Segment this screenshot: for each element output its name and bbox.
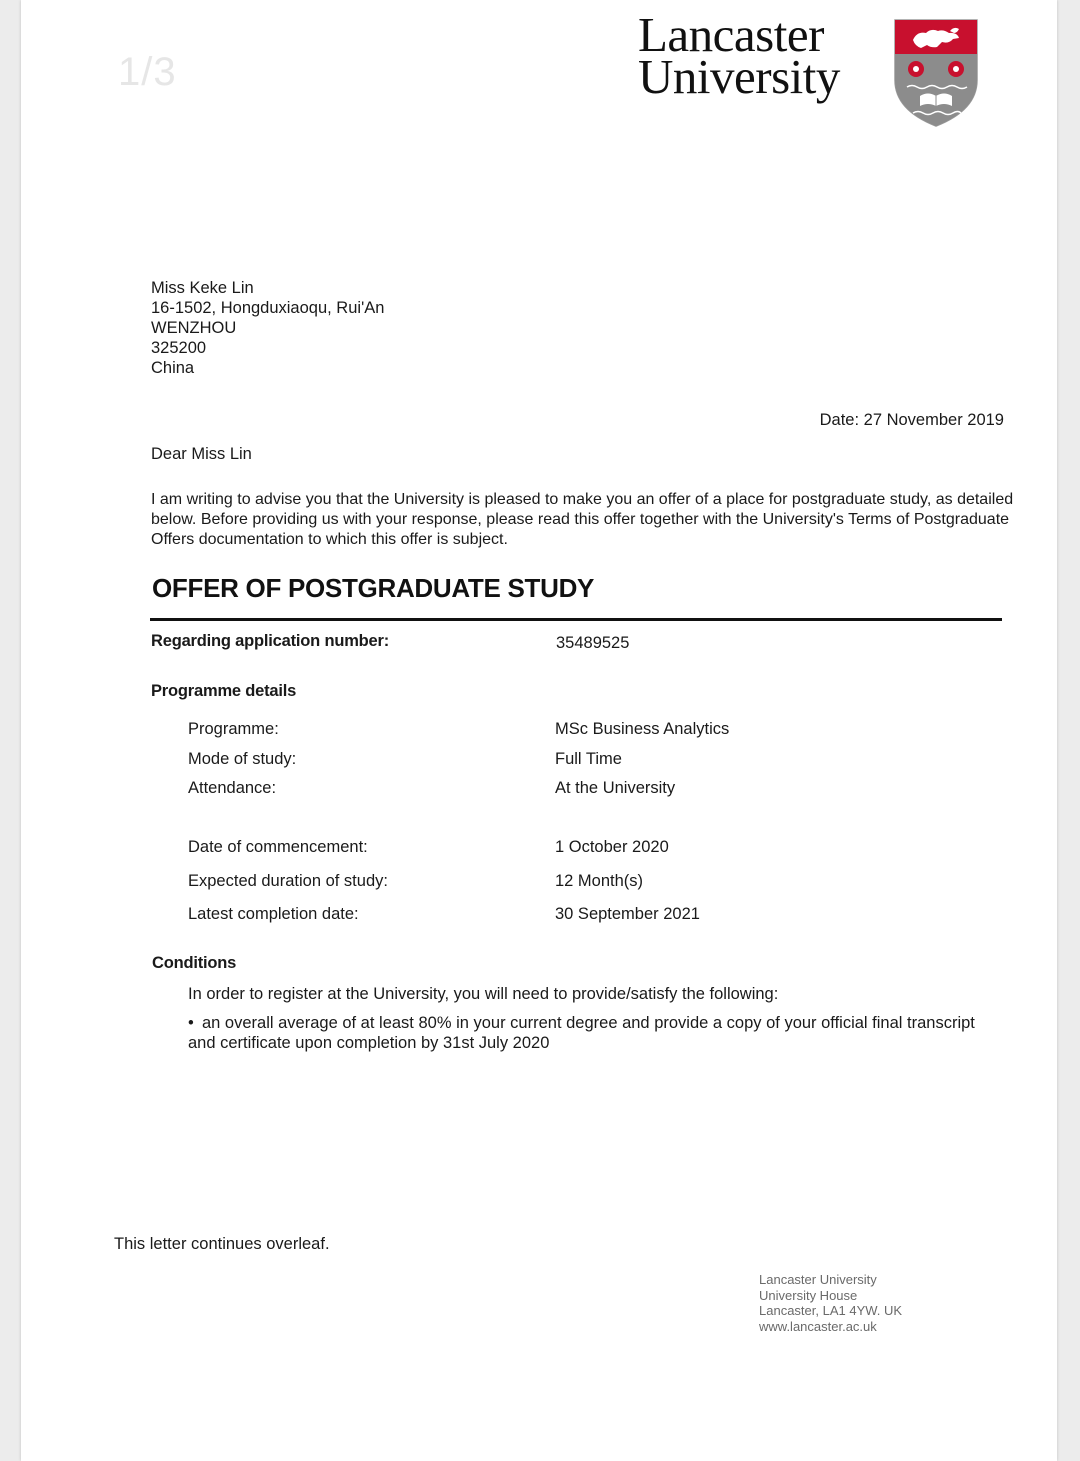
recipient-address	[151, 278, 384, 378]
offer-title: OFFER OF POSTGRADUATE STUDY	[152, 573, 595, 603]
application-number-value: 35489525	[556, 634, 630, 652]
conditions-intro: In order to register at the University, you will need to provide/satisfy the following:	[188, 985, 779, 1003]
wordmark-line-1: Lancaster	[638, 7, 824, 62]
greeting: Dear Miss Lin	[151, 445, 252, 463]
title-divider	[150, 618, 1002, 621]
recipient-country: China	[151, 359, 195, 377]
footer-line-3: Lancaster, LA1 4YW. UK	[759, 1303, 903, 1318]
university-crest-icon	[893, 18, 979, 128]
detail-value-completion: 30 September 2021	[555, 905, 700, 923]
footer-website: www.lancaster.ac.uk	[759, 1318, 877, 1334]
detail-value-attendance: At the University	[555, 779, 676, 797]
detail-value-mode: Full Time	[555, 750, 622, 768]
recipient-street: 16-1502, Hongduxiaoqu, Rui'An	[151, 299, 385, 317]
recipient-city: WENZHOU	[151, 319, 237, 337]
page-indicator: 1/3	[118, 50, 177, 94]
conditions-heading: Conditions	[152, 954, 237, 972]
detail-label-mode: Mode of study:	[188, 750, 297, 768]
detail-label-commencement: Date of commencement:	[188, 838, 368, 856]
detail-value-programme: MSc Business Analytics	[555, 720, 730, 738]
detail-label-programme: Programme:	[188, 720, 279, 738]
bullet-icon: •	[188, 1014, 194, 1032]
recipient-name: Miss Keke Lin	[151, 279, 254, 297]
footer-line-1: Lancaster University	[759, 1272, 877, 1287]
letter-date: Date: 27 November 2019	[819, 411, 1004, 429]
detail-value-duration: 12 Month(s)	[555, 872, 644, 890]
wordmark-line-2: University	[638, 49, 840, 104]
footer-address	[759, 1272, 902, 1334]
detail-value-commencement: 1 October 2020	[555, 838, 669, 856]
programme-details-heading: Programme details	[151, 682, 297, 700]
condition-text: an overall average of at least 80% in your current degree and provide a copy of your official final transcript and certificate upon completion by 31st July 2020	[188, 1014, 975, 1052]
detail-label-completion: Latest completion date:	[188, 905, 359, 923]
recipient-postcode: 325200	[151, 339, 207, 357]
detail-label-attendance: Attendance:	[188, 779, 277, 797]
continues-note: This letter continues overleaf.	[114, 1235, 330, 1253]
intro-paragraph: I am writing to advise you that the University is pleased to make you an offer of a place for postgraduate study, as detailed below. Before providing us with your response, please read this offer together with the University's Terms of Postgraduate Offers documentation to which this offer is subject.	[151, 491, 1014, 548]
document-page	[21, 0, 1057, 1461]
detail-label-duration: Expected duration of study:	[188, 872, 388, 890]
condition-item	[188, 1013, 988, 1053]
application-number-label: Regarding application number:	[151, 632, 390, 650]
university-wordmark	[638, 7, 840, 104]
footer-line-2: University House	[759, 1287, 858, 1303]
